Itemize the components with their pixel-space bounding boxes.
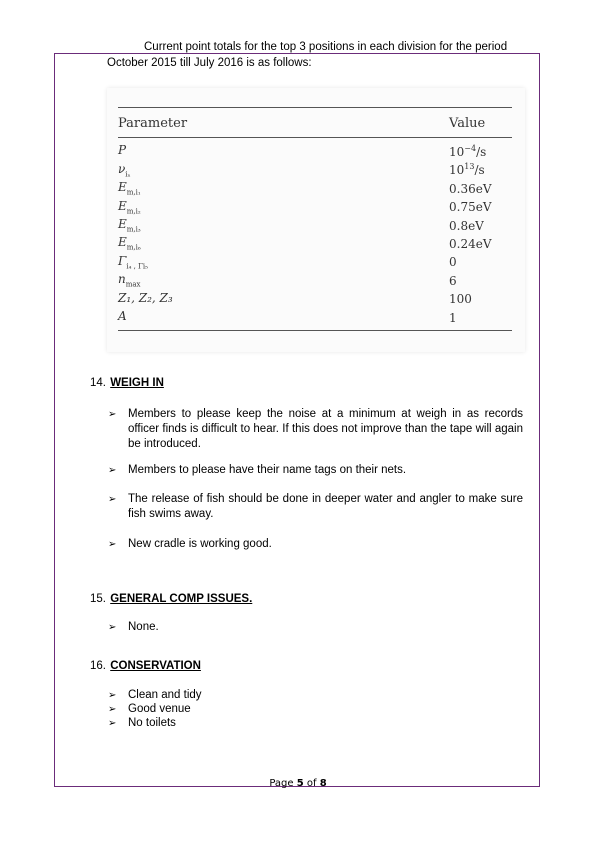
section-general-comp-heading bbox=[90, 593, 252, 605]
parameter-value: $10^{-4}/s$ bbox=[449, 144, 487, 160]
table-row bbox=[118, 271, 512, 289]
arrow-bullet-icon: ➢ bbox=[108, 690, 117, 701]
table-row bbox=[118, 253, 512, 271]
arrow-bullet-icon: ➢ bbox=[108, 465, 117, 476]
intro-line-1: Current point totals for the top 3 positions in each division for the period bbox=[144, 41, 508, 53]
footer-total-pages: 8 bbox=[319, 778, 327, 789]
list-item-text: None. bbox=[128, 621, 159, 633]
table-row bbox=[118, 234, 512, 252]
parameter-value: 0 bbox=[449, 255, 457, 270]
table-row bbox=[118, 216, 512, 234]
parameter-name: $E_{m,i_1}$ bbox=[118, 180, 141, 197]
list-item-text: Clean and tidy bbox=[128, 689, 202, 701]
parameter-name: $n_{max}$ bbox=[118, 272, 141, 289]
table-row bbox=[118, 179, 512, 197]
list-item-text: Members to please have their name tags on their nets. bbox=[128, 464, 407, 476]
parameter-value: $10^{13}/s$ bbox=[449, 162, 485, 178]
table-header-row bbox=[118, 114, 512, 132]
arrow-bullet-icon: ➢ bbox=[108, 718, 117, 729]
list-item-text: New cradle is working good. bbox=[128, 538, 272, 550]
table-row bbox=[118, 198, 512, 216]
parameter-value: 1 bbox=[449, 310, 457, 325]
list-item-text: Good venue bbox=[128, 703, 191, 715]
parameter-value: 0.8eV bbox=[449, 218, 484, 233]
table-row bbox=[118, 308, 512, 326]
parameter-value: 6 bbox=[449, 273, 457, 288]
table-top-rule bbox=[118, 107, 512, 108]
section-number: 15. bbox=[90, 593, 106, 605]
table-body bbox=[118, 142, 512, 326]
footer-prefix: Page bbox=[269, 778, 297, 789]
page-footer bbox=[0, 778, 596, 789]
section-conservation-heading bbox=[90, 660, 201, 672]
section-number: 14. bbox=[90, 377, 106, 389]
parameter-name: $E_{m,i_3}$ bbox=[118, 216, 141, 234]
list-item-text: No toilets bbox=[128, 717, 176, 729]
parameter-name: A bbox=[118, 308, 127, 323]
parameter-name: $E_{m,i_6}$ bbox=[118, 235, 141, 252]
footer-current-page: 5 bbox=[296, 778, 304, 789]
parameter-name: $\nu_{i_n}$ bbox=[118, 161, 131, 179]
parameter-table bbox=[118, 107, 512, 331]
arrow-bullet-icon: ➢ bbox=[108, 409, 117, 420]
parameter-name: P bbox=[118, 143, 127, 158]
parameter-value: 0.24eV bbox=[449, 237, 492, 252]
header-parameter: Parameter bbox=[118, 115, 188, 131]
section-number: 16. bbox=[90, 660, 106, 672]
list-item-text: The release of fish should be done in deeper water and angler to make sure fish swims away. bbox=[128, 493, 523, 520]
section-title: GENERAL COMP ISSUES. bbox=[110, 593, 253, 605]
list-item-text: Members to please keep the noise at a minimum at weigh in as records officer finds is difficult to hear. If this does not improve than the tape will again be introduced. bbox=[128, 408, 523, 450]
intro-line-2: October 2015 till July 2016 is as follows: bbox=[107, 57, 312, 69]
parameter-value: 0.75eV bbox=[449, 200, 492, 215]
table-header-rule bbox=[118, 137, 512, 138]
table-row bbox=[118, 290, 512, 308]
parameter-name: $\Gamma_{i_4 , \Gamma i_5}$ bbox=[118, 253, 148, 271]
parameter-value: 100 bbox=[449, 292, 472, 307]
footer-separator: of bbox=[303, 778, 320, 789]
parameter-value: 0.36eV bbox=[449, 181, 492, 196]
table-bottom-rule bbox=[118, 330, 512, 331]
section-title: CONSERVATION bbox=[110, 660, 201, 672]
header-value: Value bbox=[449, 115, 486, 131]
table-row bbox=[118, 161, 512, 179]
arrow-bullet-icon: ➢ bbox=[108, 622, 117, 633]
section-weigh-in-heading bbox=[90, 377, 164, 389]
arrow-bullet-icon: ➢ bbox=[108, 704, 117, 715]
parameter-name: $E_{m,i_2}$ bbox=[118, 198, 141, 215]
table-row bbox=[118, 142, 512, 160]
arrow-bullet-icon: ➢ bbox=[108, 494, 117, 505]
arrow-bullet-icon: ➢ bbox=[108, 539, 117, 550]
parameter-name: Z₁, Z₂, Z₃ bbox=[118, 290, 173, 305]
section-title: WEIGH IN bbox=[110, 377, 164, 389]
